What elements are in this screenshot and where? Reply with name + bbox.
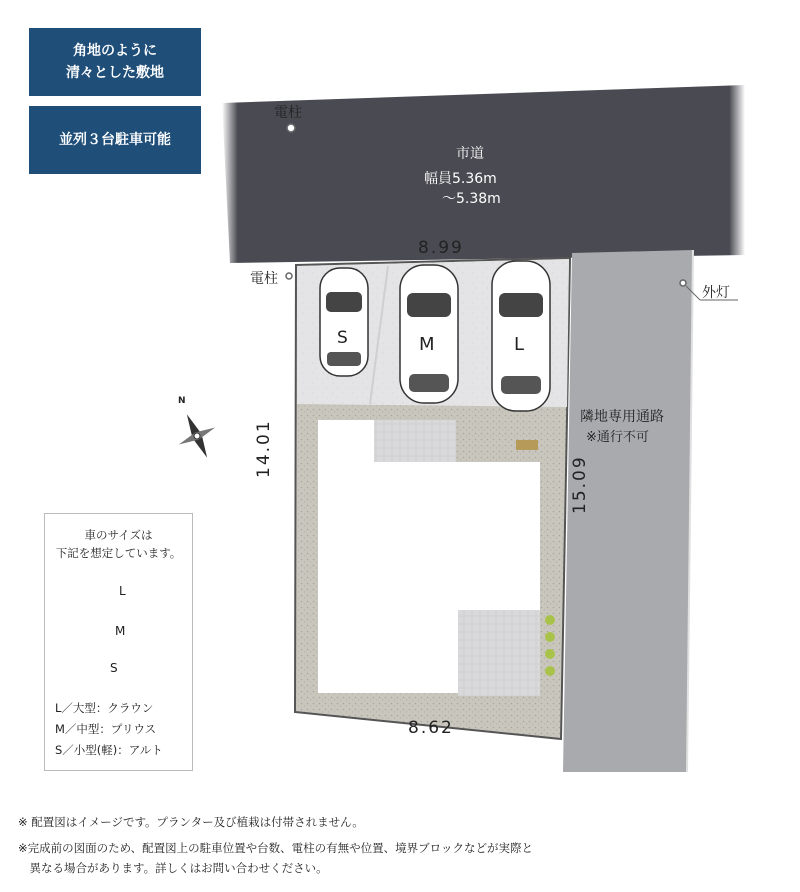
utility-pole-left-label: 電柱 xyxy=(250,271,278,287)
note-3: 異なる場合があります。詳しくはお問い合わせください。 xyxy=(18,861,328,875)
road-name: 市道 xyxy=(456,146,484,162)
car-size-legend xyxy=(44,513,193,771)
passage-note: ※通行不可 xyxy=(586,430,649,445)
road-width-2: 〜5.38m xyxy=(442,191,501,207)
road-width-1: 幅員5.36m xyxy=(424,171,497,187)
streetlight-label: 外灯 xyxy=(702,285,730,301)
dim-top: 8.99 xyxy=(418,238,464,258)
legend-row-s: S／小型(軽)：アルト xyxy=(55,743,163,757)
utility-pole-left-marker xyxy=(286,273,292,279)
badge-line-3: 並列３台駐車可能 xyxy=(59,132,171,148)
legend-title-2: 下記を想定しています。 xyxy=(55,546,182,560)
legend-row-l: L／大型：クラウン xyxy=(55,701,154,715)
car-s xyxy=(320,268,368,376)
note-1: ※ 配置図はイメージです。プランター及び植栽は付帯されません。 xyxy=(18,815,364,829)
legend-row-m: M／中型：プリウス xyxy=(55,722,157,736)
entrance-steps xyxy=(374,420,456,462)
utility-pole-top-marker xyxy=(287,124,295,132)
badge-line-1: 角地のように xyxy=(73,43,157,59)
dim-right: 15.09 xyxy=(570,455,590,514)
car-s-label: S xyxy=(337,328,348,348)
legend-icon-l-letter: L xyxy=(119,584,126,598)
dim-bottom: 8.62 xyxy=(408,718,454,738)
dim-left: 14.01 xyxy=(254,419,274,478)
compass-north-label: N xyxy=(178,396,186,406)
terrace xyxy=(458,610,540,696)
legend-icon-m-letter: M xyxy=(115,624,126,638)
note-2: ※完成前の図面のため、配置図上の駐車位置や台数、電柱の有無や位置、境界ブロックなどが実際と xyxy=(18,841,533,855)
car-l-label: L xyxy=(514,334,525,355)
legend-icon-s-letter: S xyxy=(110,661,118,675)
badge-line-2: 清々とした敷地 xyxy=(66,65,164,81)
utility-pole-top-label: 電柱 xyxy=(274,105,302,121)
car-m-label: M xyxy=(419,334,435,355)
mailbox xyxy=(516,440,538,450)
legend-title-1: 車のサイズは xyxy=(84,528,153,542)
streetlight-marker xyxy=(680,280,686,286)
compass-icon xyxy=(169,406,226,466)
passage-label: 隣地専用通路 xyxy=(580,409,664,425)
